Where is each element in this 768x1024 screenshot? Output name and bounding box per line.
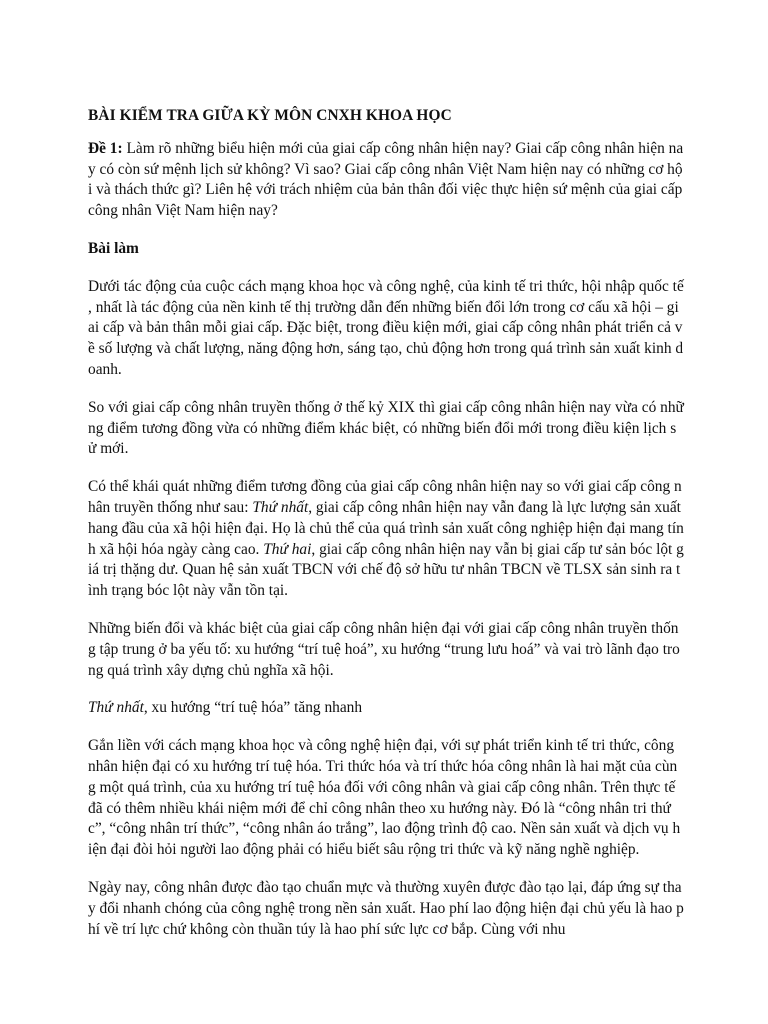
paragraph-3-part-b: , giai cấp công nhân hiện nay vẫn đang là lực lượng sản xuất hang đầu của xã hội hiện đại. Họ là chủ thể của quá trình sản xuất công nghiệp hiện đại mang tính xã hội hóa ngày càng cao. (88, 498, 684, 558)
question-paragraph (88, 139, 684, 222)
paragraph-4: Những biến đổi và khác biệt của giai cấp công nhân hiện đại với giai cấp công nhân truyền thống tập trung ở ba yếu tố: xu hướng “trí tuệ hoá”, xu hướng “trung lưu hoá” và vai trò lãnh đạo trong quá trình xây dựng chủ nghĩa xã hội. (88, 619, 680, 679)
paragraph-2: So với giai cấp công nhân truyền thống ở thế kỷ XIX thì giai cấp công nhân hiện nay vừa có những điểm tương đồng vừa có những điểm khác biệt, có những biến đổi mới trong điều kiện lịch sử mới. (88, 398, 684, 458)
paragraph-5-subheading (88, 698, 684, 719)
paragraph-5-italic: Thứ nhất (88, 699, 144, 717)
paragraph-1: Dưới tác động của cuộc cách mạng khoa học và công nghệ, của kinh tế tri thức, hội nhập quốc tế , nhất là tác động của nền kinh tế thị trường dẫn đến những biến đổi lớn trong cơ cấu xã hội – giai cấp và bản thân mỗi giai cấp. Đặc biệt, trong điều kiện mới, giai cấp công nhân phát triển cả về số lượng và chất lượng, năng động hơn, sáng tạo, chủ động hơn trong quá trình sản xuất kinh doanh. (88, 277, 684, 378)
answer-heading: Bài làm (88, 239, 139, 257)
paragraph-3-part-a: Có thể khái quát những điểm tương đồng của giai cấp công nhân hiện nay so với giai cấp công nhân truyền thống như sau: (88, 478, 682, 516)
paragraph-5-rest: , xu hướng “trí tuệ hóa” tăng nhanh (143, 699, 363, 717)
document-page (88, 106, 684, 957)
paragraph-6: Gắn liền với cách mạng khoa học và công nghệ hiện đại, với sự phát triển kinh tế tri thức, công nhân hiện đại có xu hướng trí tuệ hóa. Tri thức hóa và trí thức hóa công nhân là hai mặt của cùng một quá trình, của xu hướng trí tuệ hóa đối với công nhân và giai cấp công nhân. Trên thực tế đã có thêm nhiều khái niệm mới để chỉ công nhân theo xu hướng này. Đó là “công nhân tri thức”, “công nhân trí thức”, “công nhân áo trắng”, lao động trình độ cao. Nền sản xuất và dịch vụ hiện đại đòi hỏi người lao động phải có hiểu biết sâu rộng tri thức và kỹ năng nghề nghiệp. (88, 737, 681, 859)
paragraph-3-first-italic: Thứ nhất (252, 498, 309, 516)
paragraph-3 (88, 477, 684, 602)
paragraph-7: Ngày nay, công nhân được đào tạo chuẩn mực và thường xuyên được đào tạo lại, đáp ứng sự thay đổi nhanh chóng của công nghệ trong nền sản xuất. Hao phí lao động hiện đại chủ yếu là hao phí về trí lực chứ không còn thuần túy là hao phí sức lực cơ bắp. Cùng với nhu (88, 878, 684, 938)
document-title: BÀI KIỂM TRA GIỮA KỲ MÔN CNXH KHOA HỌC (88, 107, 452, 124)
paragraph-3-part-c: , giai cấp công nhân hiện nay vẫn bị giai cấp tư sản bóc lột giá trị thặng dư. Quan hệ sản xuất TBCN với chế độ sở hữu tư nhân TBCN về TLSX sản sinh ra tình trạng bóc lột này vẫn tồn tại. (88, 540, 684, 600)
question-label: Đề 1: (88, 139, 123, 157)
paragraph-3-second-italic: Thứ hai (263, 540, 312, 558)
question-text: Làm rõ những biểu hiện mới của giai cấp công nhân hiện nay? Giai cấp công nhân hiện nay có còn sứ mệnh lịch sử không? Vì sao? Giai cấp công nhân Việt Nam hiện nay có những cơ hội và thách thức gì? Liên hệ với trách nhiệm của bản thân đối việc thực hiện sứ mệnh của giai cấp công nhân Việt Nam hiện nay? (88, 139, 684, 220)
